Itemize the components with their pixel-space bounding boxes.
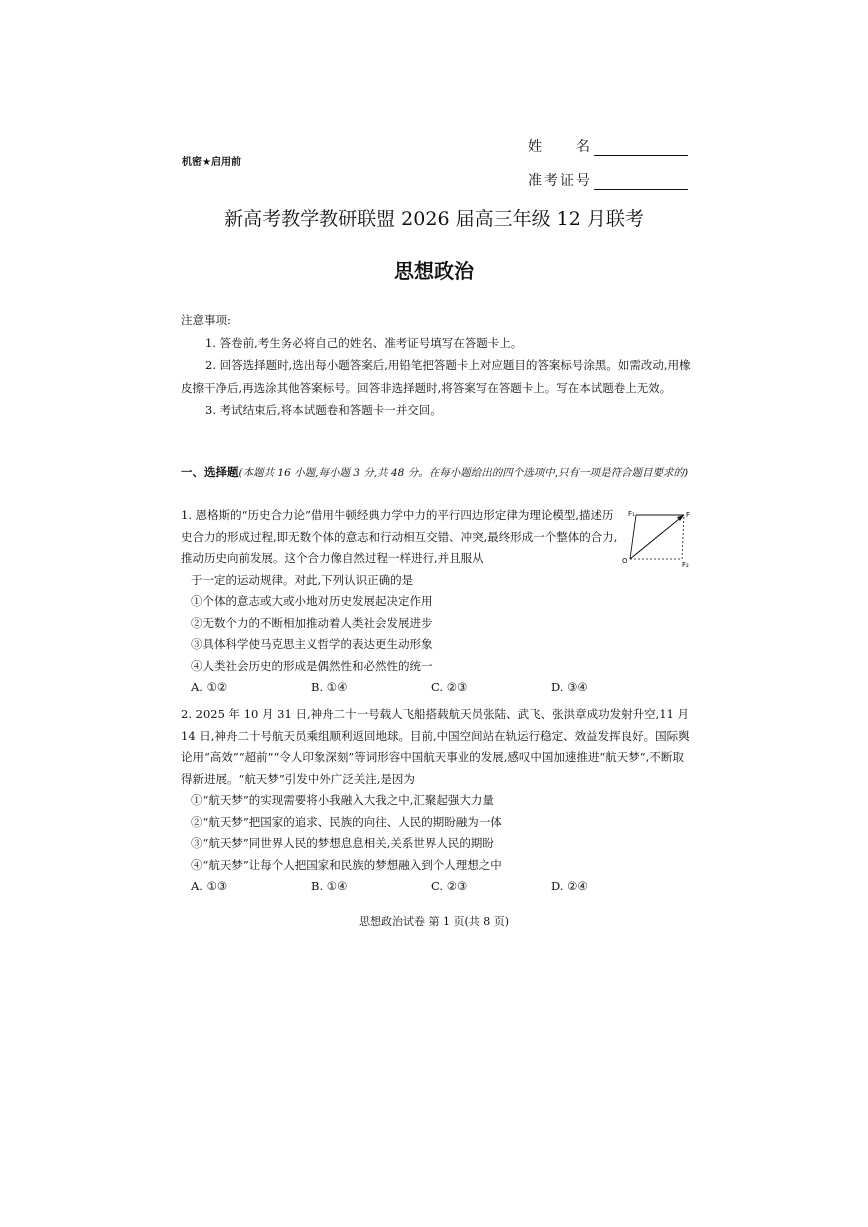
confidential-label: 机密★启用前	[182, 157, 241, 168]
label-f1: F₁	[628, 510, 635, 518]
note-item: 2. 回答选择题时,选出每小题答案后,用铅笔把答题卡上对应题目的答案标号涂黑。如需改动,用橡皮擦干净后,再选涂其他答案标号。回答非选择题时,将答案写在答题卡上。写在本试题卷上无效。	[181, 358, 691, 395]
question-2	[181, 704, 691, 898]
notes-heading: 注意事项:	[181, 313, 231, 327]
choice-c: C. ②③	[431, 879, 468, 893]
choice-d: D. ②④	[551, 879, 588, 893]
question-stem: 2. 2025 年 10 月 31 日,神舟二十一号载人飞船搭载航天员张陆、武飞、张洪章成功发射升空,11 月 14 日,神舟二十号航天员乘组顺利返回地球。目前,中国空间站在轨运行稳定、效益发挥良好。国际舆论用“高效”“超前”“令人印象深刻”等词形容中国航天事业的发展,感叹中国加速推进“航天梦”,不断取得新进展。“航天梦”引发中外广泛关注,是因为	[181, 707, 690, 786]
section-title: 一、选择题	[181, 465, 239, 479]
force-f1-vector	[630, 515, 636, 559]
exam-id-field	[528, 170, 688, 190]
option-item: ④“航天梦”让每个人把国家和民族的梦想融入到个人理想之中	[191, 857, 502, 872]
choice-b: B. ①④	[311, 879, 348, 893]
note-item: 1. 答卷前,考生务必将自己的姓名、准考证号填写在答题卡上。	[205, 335, 523, 350]
choice-a: A. ①②	[191, 680, 228, 694]
option-item: ③“航天梦”同世界人民的梦想息息相关,关系世界人民的期盼	[191, 836, 494, 850]
section-instructions: (本题共 16 小题,每小题 3 分,共 48 分。在每小题给出的四个选项中,只有一项是符合题目要求的)	[238, 467, 689, 479]
label-f: F	[686, 511, 691, 519]
option-item: ②“航天梦”把国家的追求、民族的向往、人民的期盼融为一体	[191, 814, 502, 829]
question-1	[181, 505, 691, 699]
question-stem: 1. 恩格斯的“历史合力论”借用牛顿经典力学中力的平行四边形定律为理论模型,描述历史合力的形成过程,即无数个体的意志和行动相互交错、冲突,最终形成一个整体的合力,推动历史向前发展。这个合力像自然过程一样进行,并且服从	[181, 508, 618, 565]
name-field	[528, 136, 688, 156]
subject-title: 思想政治	[394, 259, 474, 283]
option-item: ②无数个力的不断相加推动着人类社会发展进步	[191, 615, 433, 630]
question-stem-continued: 于一定的运动规律。对此,下列认识正确的是	[191, 572, 414, 587]
choice-d: D. ③④	[551, 680, 588, 694]
option-item: ④人类社会历史的形成是偶然性和必然性的统一	[191, 658, 433, 673]
choice-b: B. ①④	[311, 680, 348, 694]
label-origin: O	[622, 557, 628, 565]
force-parallelogram-figure	[622, 507, 692, 567]
exam-id-blank-line	[594, 175, 688, 190]
answer-choices	[181, 677, 691, 699]
choice-a: A. ①③	[191, 879, 228, 893]
option-item: ①个体的意志或大或小地对历史发展起决定作用	[191, 594, 433, 608]
section-heading	[181, 461, 691, 484]
note-item: 3. 考试结束后,将本试题卷和答题卡一并交回。	[205, 403, 442, 417]
resultant-force-vector	[630, 515, 684, 559]
parallelogram-edge	[682, 515, 684, 559]
name-label: 姓 名	[528, 139, 592, 155]
name-blank-line	[594, 141, 688, 156]
option-item: ③具体科学使马克思主义哲学的表达更生动形象	[191, 637, 433, 651]
exam-id-label: 准考证号	[528, 173, 592, 189]
label-f2: F₂	[682, 561, 689, 567]
exam-title: 新高考教学教研联盟 2026 届高三年级 12 月联考	[224, 208, 644, 230]
exam-notes	[181, 309, 691, 422]
choice-c: C. ②③	[431, 680, 468, 694]
page-footer: 思想政治试卷 第 1 页(共 8 页)	[358, 915, 510, 928]
option-item: ①“航天梦”的实现需要将小我融入大我之中,汇聚起强大力量	[191, 793, 494, 807]
answer-choices	[181, 876, 691, 898]
